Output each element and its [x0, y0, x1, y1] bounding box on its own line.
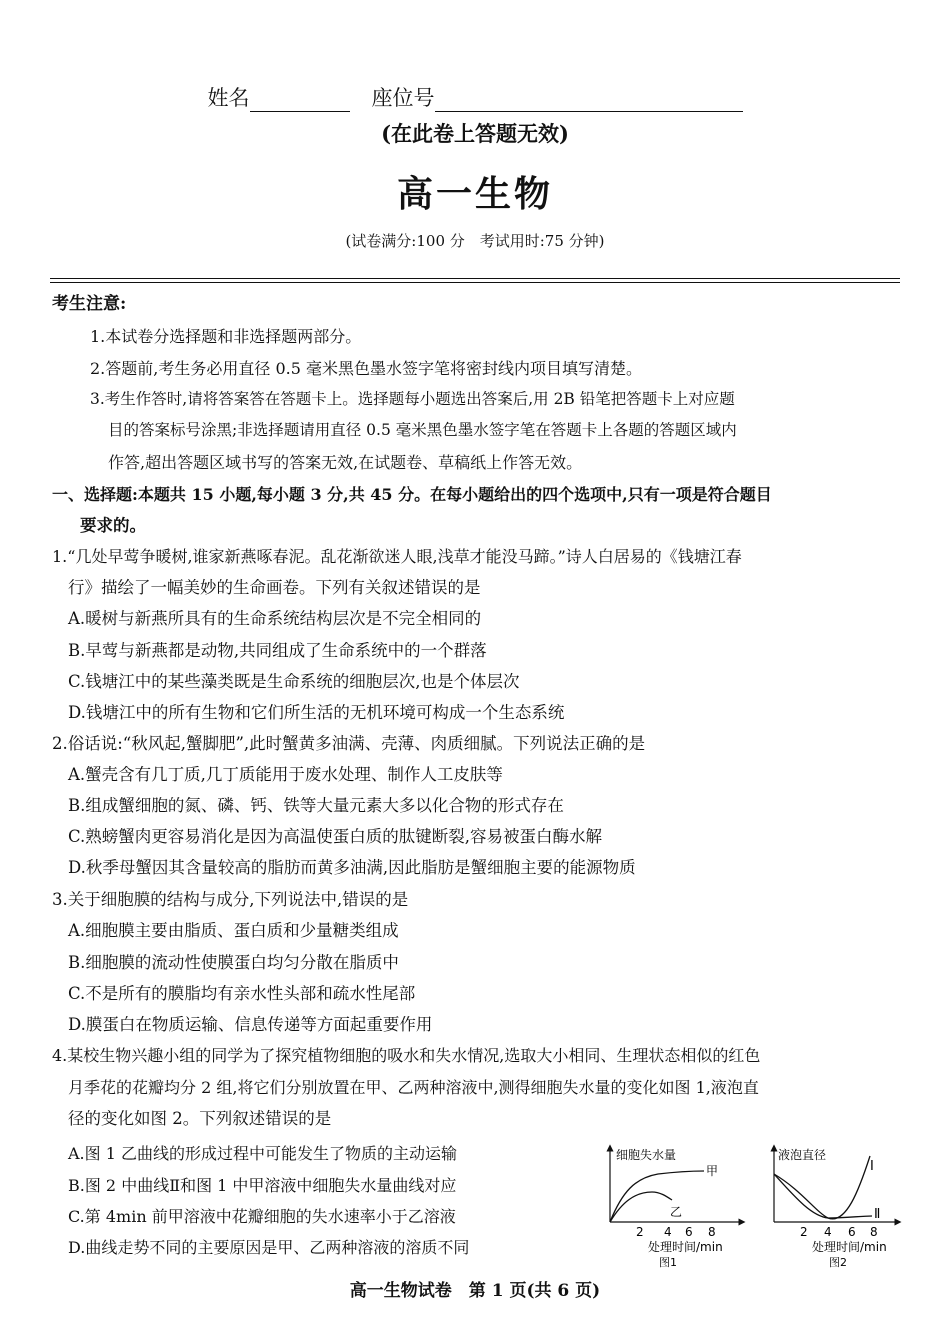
attention-item: 2.答题前,考生务必用直径 0.5 毫米黑色墨水签字笔将密封线内项目填写清楚。	[90, 359, 642, 378]
option-b: B.细胞膜的流动性使膜蛋白均匀分散在脂质中	[68, 953, 399, 972]
curve-label-II: Ⅱ	[874, 1207, 881, 1222]
tick-label: 6	[685, 1225, 693, 1239]
option-a: A.图 1 乙曲线的形成过程中可能发生了物质的主动运输	[68, 1144, 457, 1163]
attention-item: 3.考生作答时,请将答案答在答题卡上。选择题每小题选出答案后,用 2B 铅笔把答题卡上对应题	[90, 390, 735, 408]
seat-label: 座位号	[371, 86, 435, 110]
option-a: A.暖树与新燕所具有的生命系统结构层次是不完全相同的	[68, 609, 482, 628]
curve-label-jia: 甲	[706, 1164, 719, 1178]
attention-heading: 考生注意:	[52, 294, 127, 314]
curve-jia	[610, 1171, 704, 1222]
option-d: D.曲线走势不同的主要原因是甲、乙两种溶液的溶质不同	[68, 1238, 470, 1257]
tick-label: 2	[800, 1225, 808, 1239]
divider-top	[50, 278, 900, 279]
curve-II	[774, 1174, 872, 1218]
figure-caption: 图1	[659, 1256, 677, 1269]
x-axis-label: 处理时间/min	[648, 1240, 723, 1254]
option-b: B.早莺与新燕都是动物,共同组成了生命系统中的一个群落	[68, 641, 487, 660]
invalid-notice: (在此卷上答题无效)	[381, 121, 569, 146]
x-axis-label: 处理时间/min	[812, 1240, 887, 1254]
curve-I	[774, 1156, 870, 1219]
y-axis-label: 细胞失水量	[616, 1148, 677, 1162]
option-a: A.细胞膜主要由脂质、蛋白质和少量糖类组成	[68, 921, 399, 940]
option-c: C.熟螃蟹肉更容易消化是因为高温使蛋白质的肽键断裂,容易被蛋白酶水解	[68, 827, 603, 846]
attention-item: 1.本试卷分选择题和非选择题两部分。	[90, 327, 362, 346]
question-stem: 月季花的花瓣均分 2 组,将它们分别放置在甲、乙两种溶液中,测得细胞失水量的变化如图 1,液泡直	[68, 1078, 759, 1097]
question-stem: 2.俗话说:“秋风起,蟹脚肥”,此时蟹黄多油满、壳薄、肉质细腻。下列说法正确的是	[52, 734, 646, 753]
page-footer: 高一生物试卷 第 1 页(共 6 页)	[349, 1281, 601, 1301]
option-c: C.第 4min 前甲溶液中花瓣细胞的失水速率小于乙溶液	[68, 1207, 456, 1226]
tick-label: 4	[664, 1225, 672, 1239]
question-stem: 径的变化如图 2。下列叙述错误的是	[68, 1109, 332, 1128]
curve-label-yi: 乙	[670, 1205, 683, 1219]
figure-2	[766, 1140, 916, 1270]
name-blank[interactable]	[250, 91, 350, 112]
tick-label: 2	[636, 1225, 644, 1239]
option-b: B.图 2 中曲线Ⅱ和图 1 中甲溶液中细胞失水量曲线对应	[68, 1176, 457, 1195]
question-stem: 1.“几处早莺争暖树,谁家新燕啄春泥。乱花渐欲迷人眼,浅草才能没马蹄。”诗人白居易的《钱塘江春	[52, 547, 742, 566]
section-heading-cont: 要求的。	[80, 516, 146, 535]
option-d: D.膜蛋白在物质运输、信息传递等方面起重要作用	[68, 1015, 433, 1034]
option-c: C.钱塘江中的某些藻类既是生命系统的细胞层次,也是个体层次	[68, 672, 520, 691]
tick-label: 6	[848, 1225, 856, 1239]
y-axis-label: 液泡直径	[778, 1148, 827, 1162]
exam-title: 高一生物	[396, 173, 553, 215]
option-d: D.秋季母蟹因其含量较高的脂肪而黄多油满,因此脂肪是蟹细胞主要的能源物质	[68, 858, 636, 877]
option-d: D.钱塘江中的所有生物和它们所生活的无机环境可构成一个生态系统	[68, 703, 565, 722]
attention-item: 目的答案标号涂黑;非选择题请用直径 0.5 毫米黑色墨水签字笔在答题卡上各题的答题区域内	[108, 421, 737, 439]
question-stem: 行》描绘了一幅美妙的生命画卷。下列有关叙述错误的是	[68, 578, 481, 597]
question-stem: 4.某校生物兴趣小组的同学为了探究植物细胞的吸水和失水情况,选取大小相同、生理状态相似的红色	[52, 1046, 761, 1065]
option-a: A.蟹壳含有几丁质,几丁质能用于废水处理、制作人工皮肤等	[68, 765, 503, 784]
name-seat-line	[0, 82, 950, 112]
tick-label: 8	[708, 1225, 716, 1239]
section-heading: 一、选择题:本题共 15 小题,每小题 3 分,共 45 分。在每小题给出的四个选项中,只有一项是符合题目	[52, 485, 772, 504]
exam-subtitle: (试卷满分:100 分 考试用时:75 分钟)	[345, 232, 605, 250]
curve-label-I: Ⅰ	[870, 1159, 874, 1174]
tick-label: 4	[824, 1225, 832, 1239]
tick-label: 8	[870, 1225, 878, 1239]
attention-item: 作答,超出答题区域书写的答案无效,在试题卷、草稿纸上作答无效。	[108, 453, 583, 472]
divider-bottom	[50, 282, 900, 283]
question-stem: 3.关于细胞膜的结构与成分,下列说法中,错误的是	[52, 890, 409, 909]
curve-yi	[610, 1192, 672, 1222]
figure-1	[600, 1140, 750, 1270]
figure-caption: 图2	[829, 1256, 847, 1269]
seat-blank[interactable]	[435, 91, 743, 112]
name-label: 姓名	[207, 86, 250, 110]
option-b: B.组成蟹细胞的氮、磷、钙、铁等大量元素大多以化合物的形式存在	[68, 796, 564, 815]
option-c: C.不是所有的膜脂均有亲水性头部和疏水性尾部	[68, 984, 416, 1003]
